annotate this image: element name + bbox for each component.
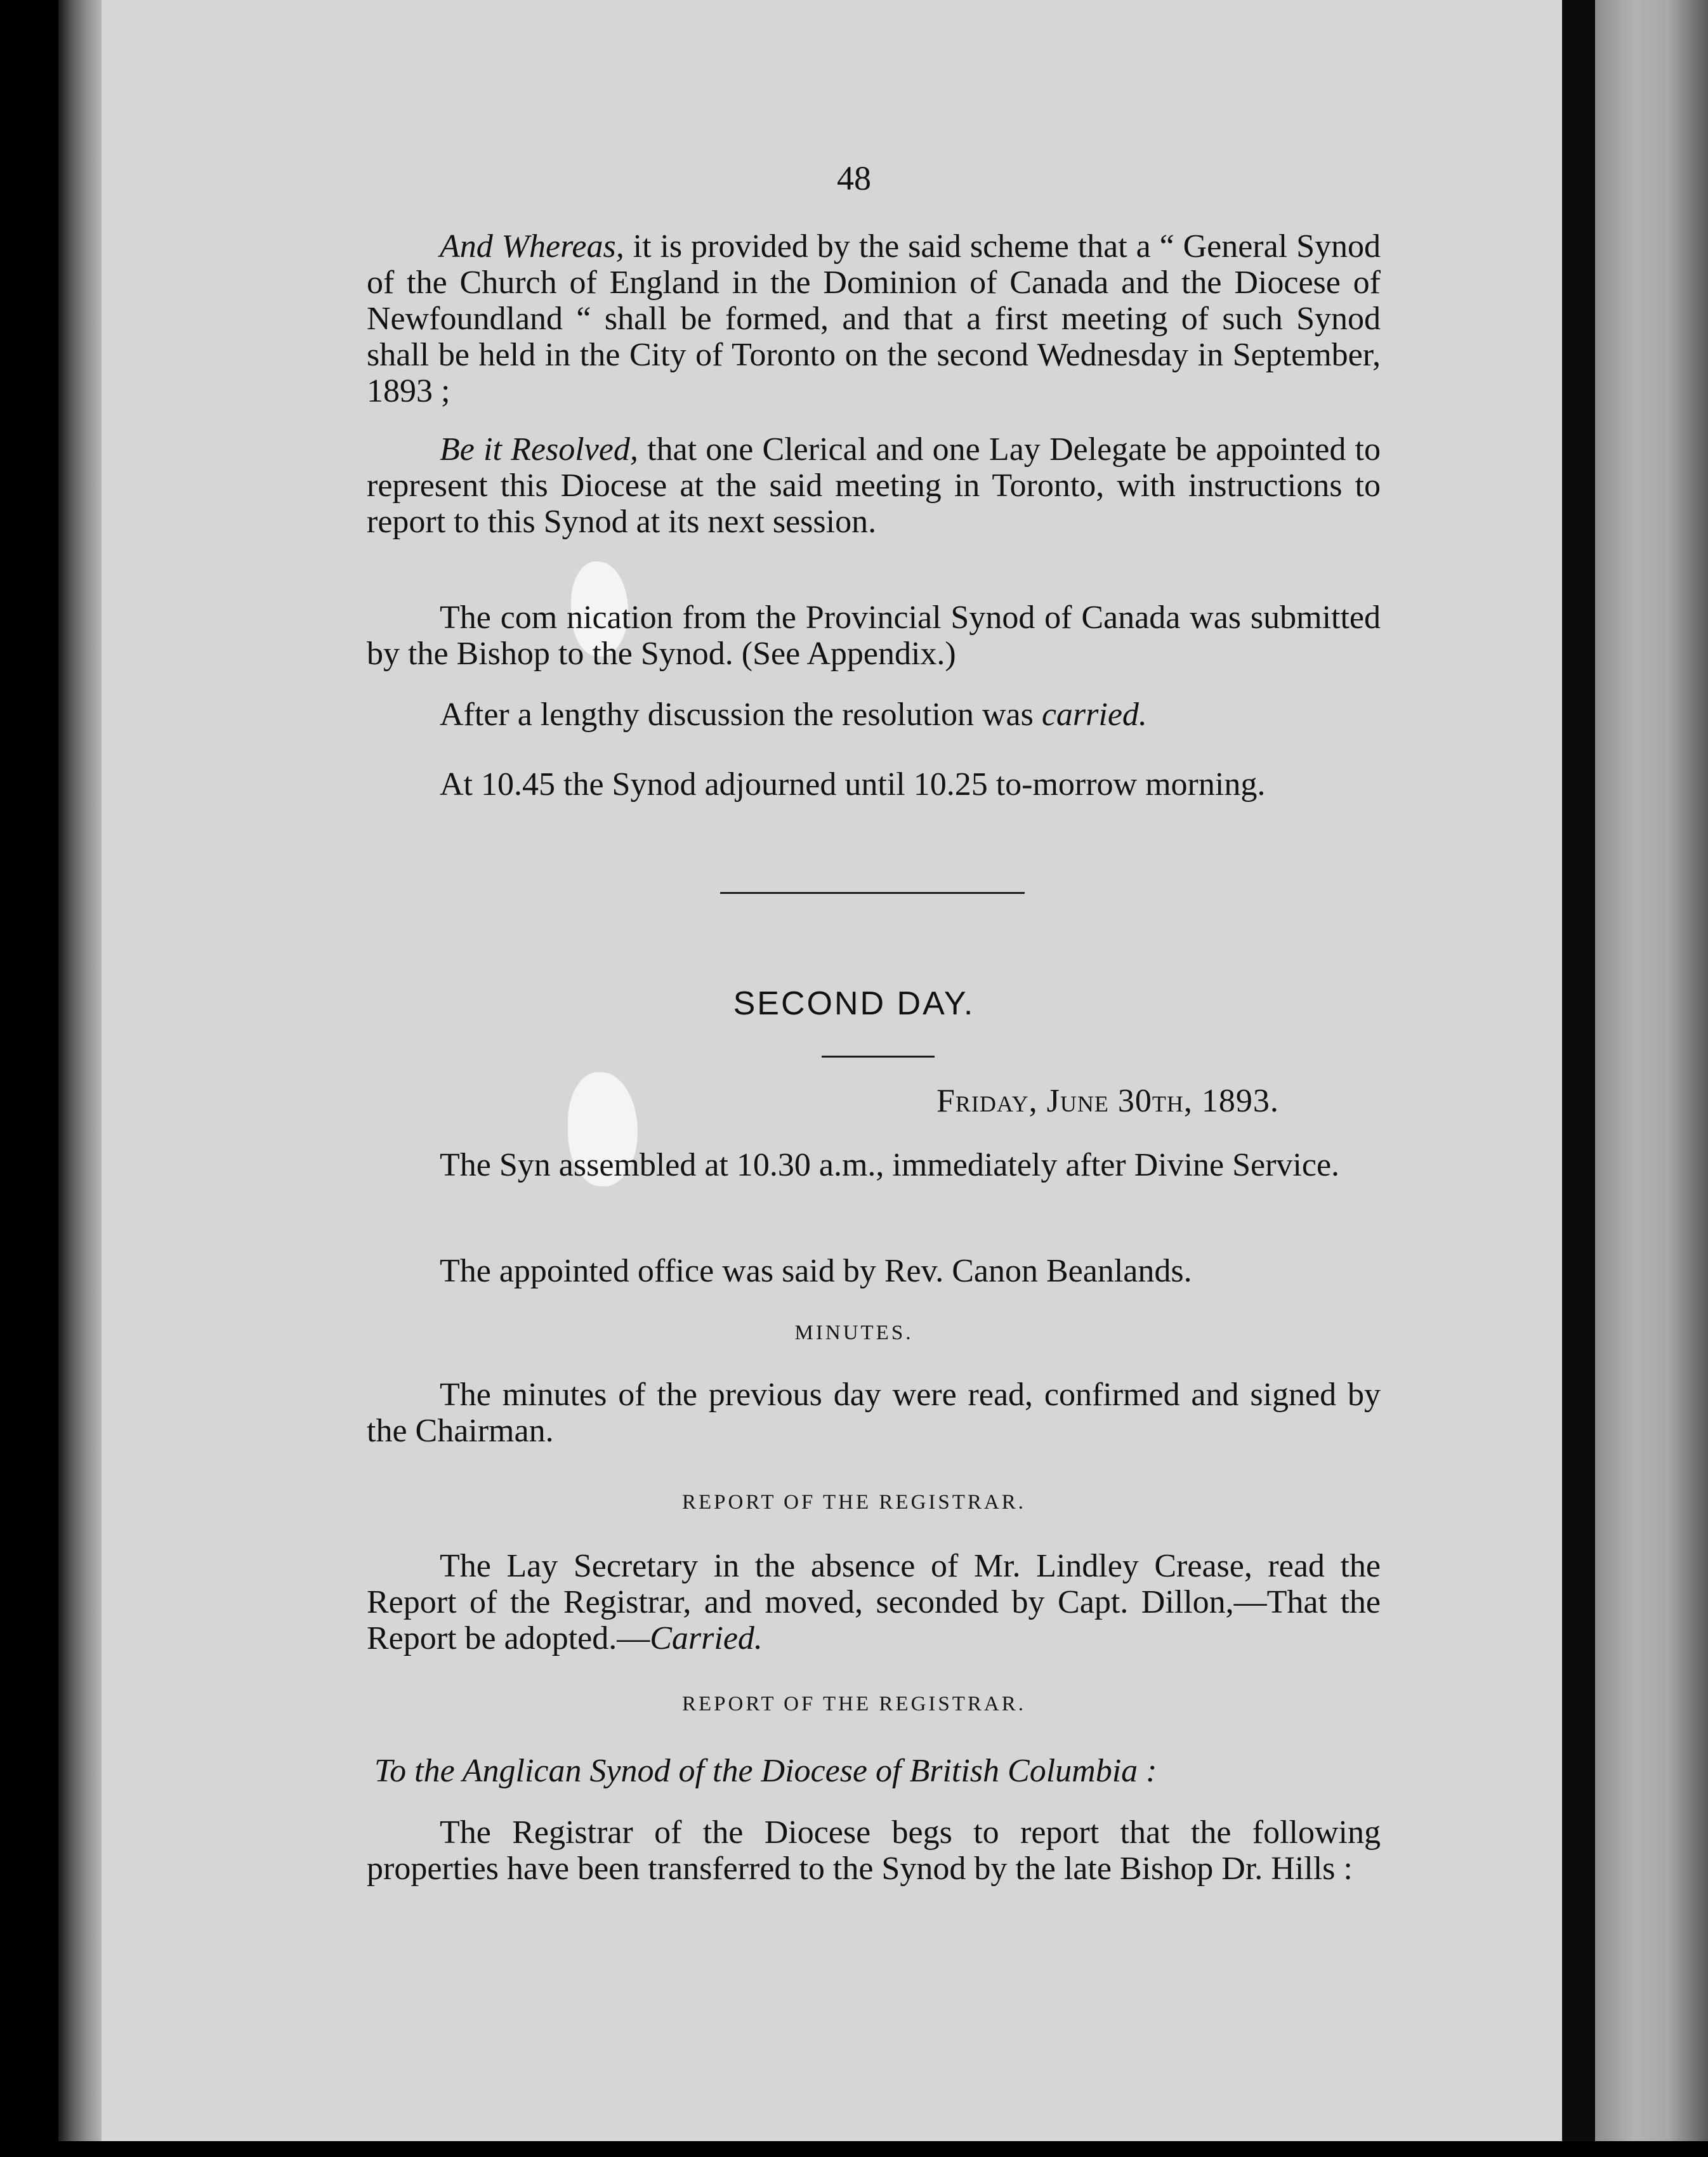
- discussion-carried: carried.: [1041, 697, 1147, 733]
- assembled-paragraph: The Syn assembled at 10.30 a.m., immediately after Divine Service.: [440, 1147, 1340, 1183]
- registrar-paragraph: The Registrar of the Diocese begs to report that the following properties have been transferred to the Synod by the late Bishop Dr. Hills :: [367, 1814, 1381, 1887]
- communication-paragraph: The com nication from the Provincial Synod of Canada was submitted by the Bishop to the Synod. (See Appendix.): [367, 600, 1381, 672]
- report-address-line: [374, 1753, 1381, 1789]
- left-page-edge: [58, 0, 103, 2157]
- lay-secretary-body: The Lay Secretary in the absence of Mr. Lindley Crease, read the Report of the Registrar, and moved, seconded by Capt. Dillon,—That the Report be adopted.—: [367, 1548, 1381, 1656]
- heading-underline: [822, 1056, 935, 1058]
- office-paragraph: The appointed office was said by Rev. Canon Beanlands.: [440, 1253, 1192, 1289]
- adjourn-paragraph: At 10.45 the Synod adjourned until 10.25 to-morrow morning.: [440, 766, 1266, 803]
- lay-secretary-paragraph: [367, 1548, 1381, 1656]
- second-day-heading: SECOND DAY.: [733, 985, 975, 1022]
- session-date: Friday, June 30th, 1893.: [936, 1083, 1279, 1119]
- discussion-paragraph: [367, 697, 1381, 733]
- book-gutter: [1562, 0, 1595, 2157]
- minutes-heading: MINUTES.: [794, 1321, 914, 1344]
- whereas-body: it is provided by the said scheme that a “ General Synod of the Church of England in the Dominion of Canada and the Diocese of Newfoundland “ shall be formed, and that a first meeting of such Synod shall be held in the City of Toronto on the second Wednesday in September, 1893 ;: [367, 228, 1381, 409]
- minutes-paragraph: The minutes of the previous day were read, confirmed and signed by the Chairman.: [367, 1377, 1381, 1449]
- resolved-paragraph: [367, 431, 1381, 540]
- section-divider-rule: [720, 892, 1025, 894]
- report-address-text: To the Anglican Synod of the Diocese of British Columbia :: [374, 1753, 1157, 1789]
- page-number: 48: [837, 159, 871, 197]
- resolved-lead: Be it Resolved,: [440, 431, 638, 468]
- whereas-paragraph: [367, 228, 1381, 409]
- registrar-heading-second: REPORT OF THE REGISTRAR.: [681, 1693, 1027, 1715]
- registrar-heading-first: REPORT OF THE REGISTRAR.: [681, 1491, 1027, 1514]
- bottom-border: [0, 2141, 1708, 2157]
- resolved-body: that one Clerical and one Lay Delegate be appointed to represent this Diocese at the said meeting in Toronto, with instructions to report to this Synod at its next session.: [367, 431, 1381, 540]
- adjacent-page-edge: [1595, 0, 1708, 2157]
- lay-secretary-carried: Carried.: [650, 1620, 763, 1656]
- whereas-lead: And Whereas,: [440, 228, 624, 265]
- discussion-body: After a lengthy discussion the resolution was: [440, 697, 1042, 733]
